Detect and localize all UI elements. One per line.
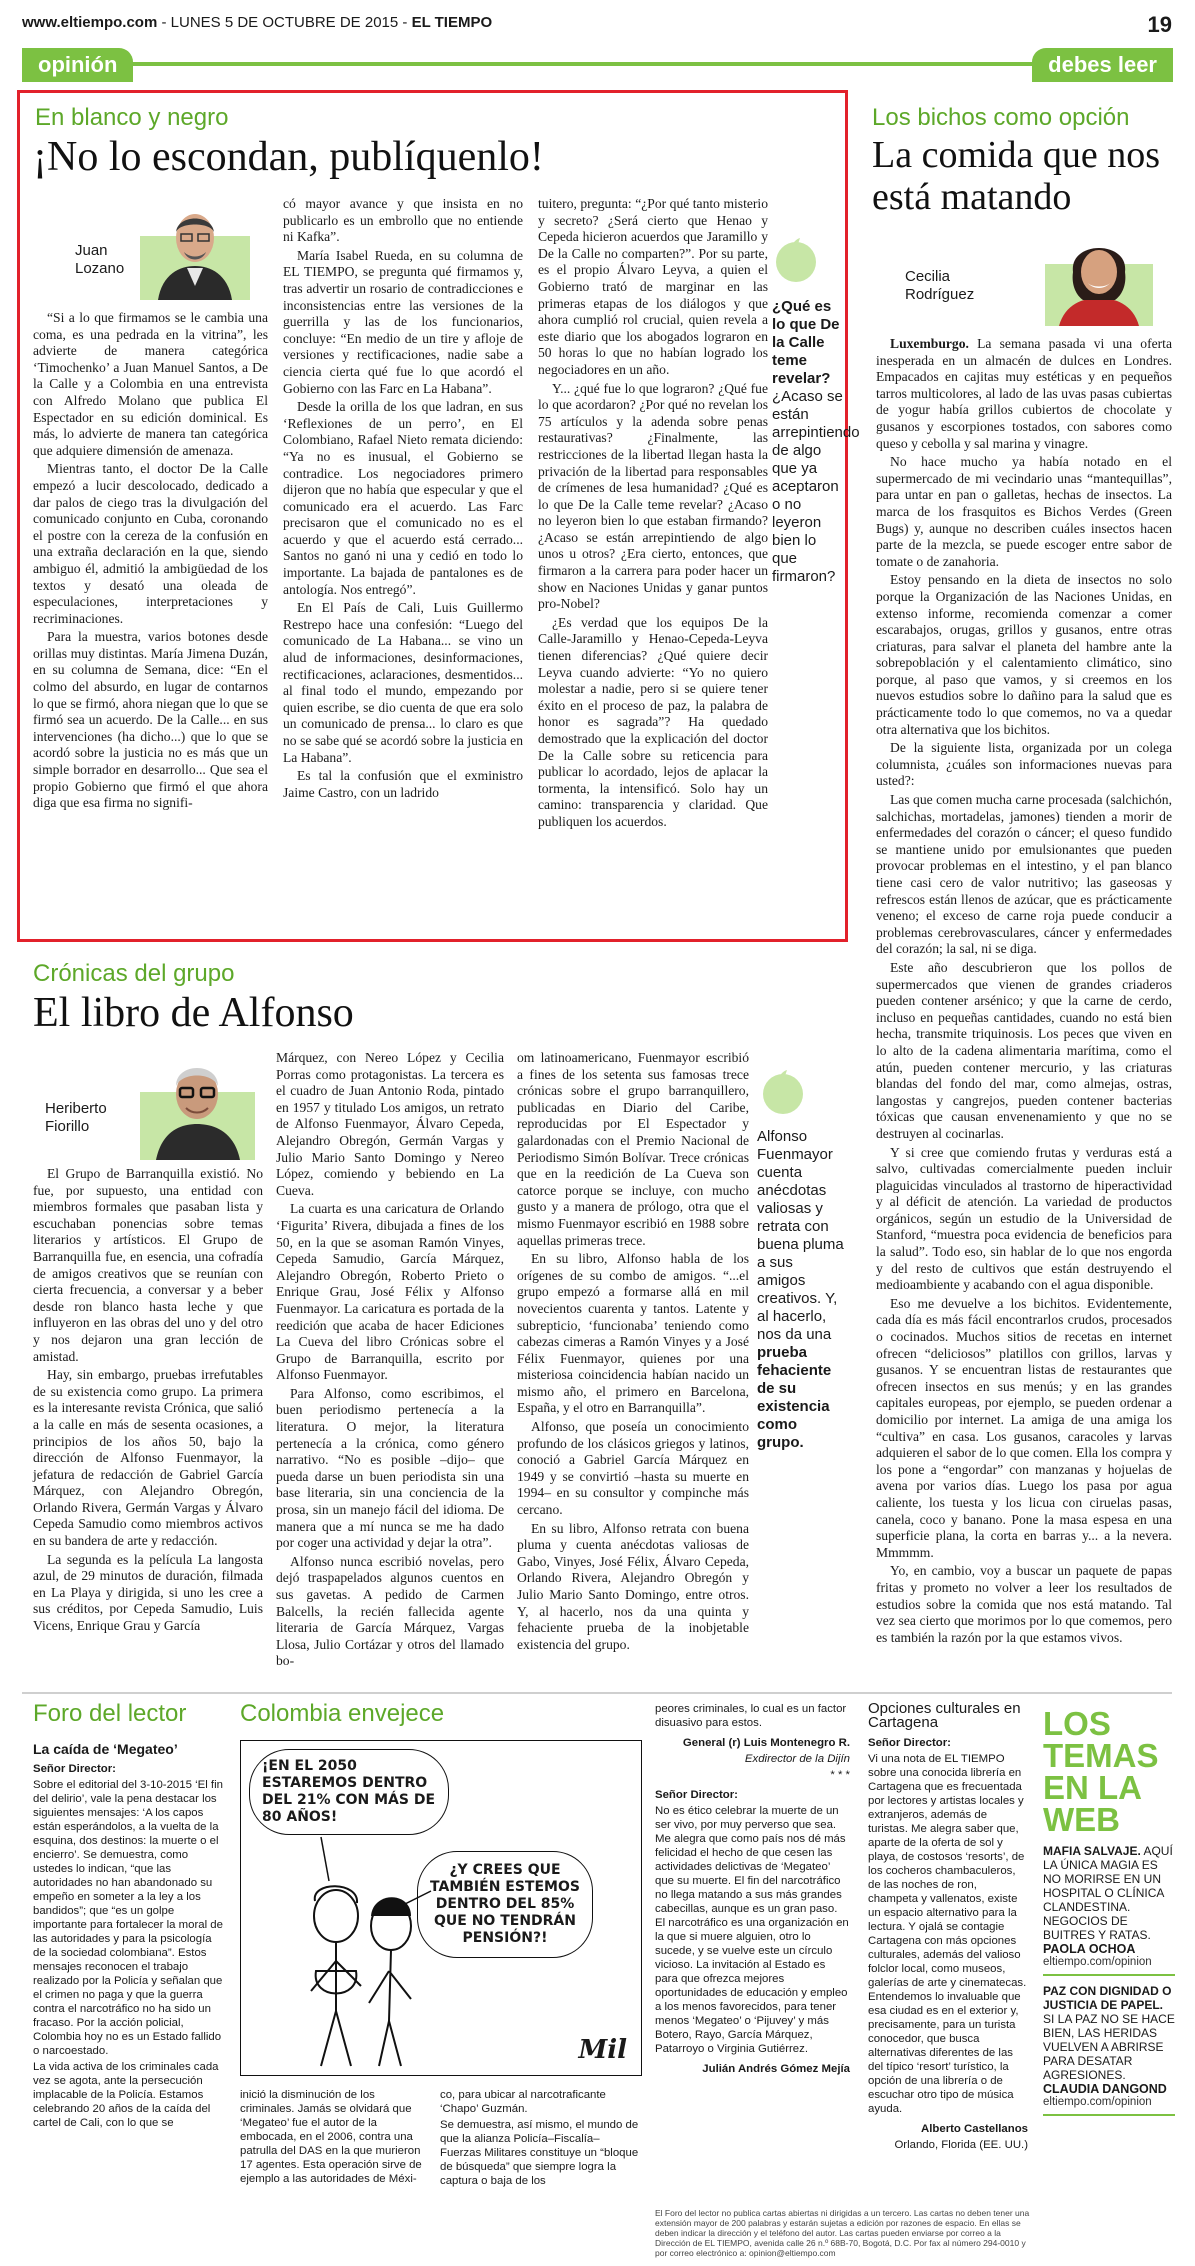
article1-column-2: [283, 196, 523, 803]
paragraph: [876, 336, 1172, 452]
paragraph: Es tal la confusión que el exministro Jaime Castro, con un ladrido: [283, 768, 523, 800]
web-topic-2[interactable]: [1043, 1984, 1175, 2082]
salutation: Señor Director:: [33, 1763, 116, 1775]
letter-1-continued: [240, 2088, 430, 2188]
section-rule: [22, 62, 1173, 66]
web-topic-1[interactable]: [1043, 1844, 1175, 1942]
paragraph: Para Alfonso, como escribimos, el buen periodismo pertenecía a la literatura. O mejor, la literatura pertenecía a la crónica, como género narrativo. “No es posible –dijo– que pueda darse un buen periodista sin una base literaria, sin una conciencia de la prosa, sin un manejo fácil del idioma. De manera que a mí nunca se me ha dado por coger una actividad y dejar la otra”.: [276, 1385, 504, 1551]
article2-column-2: [276, 1050, 504, 1672]
paragraph: ¿Es verdad que los equipos De la Calle-Jaramillo y Henao-Cepeda-Leyva tienen diferencias? ¿Qué quiere decir Leyva cuando advierte: “Yo no quiero molestar a nadie, pero si se quiere tener éxito en el proceso de paz, la palabra de honor es sagrada”? Ha quedado demostrado que la explicación del doctor De la Calle sobre su reticencia para publicar lo acordado, lejos de aplacar la tormenta, la intensificó. Solo hay un camino: transparencia y claridad. Que publiquen los acuerdos.: [538, 614, 768, 829]
paragraph: Eso me devuelve a los bichitos. Evidentemente, cada día es más fácil encontrarlos crudos, procesados o cocinados. Muchos sitios de recetas en internet ofrecen “deliciosos” platillos con grillos, larvas y gusanos. Y se encuentran listas de restaurantes que ofrecen insectos en sus menús; y en las grandes capitales europeas, por ejemplo, se pueden ordenar a domicilio por internet. La amiga de una amiga los “cultiva” en casa. Los gusanos, caracoles y larvas adquieren el sabor de lo que comen. Ella los compra y los pone a “engordar” con manzanas y hojuelas de avena por varios días. Luego los pasa por agua caliente, los tuesta y los licua con ciruelas pasas, canela, coco y banano. Pone la masa espesa en una superficie plana, la corta en barras y... a la nevera. Mmmmm.: [876, 1295, 1172, 1560]
masthead: [22, 14, 1172, 44]
submission-note: El Foro del lector no publica cartas abiertas ni dirigidas a un tercero. Las cartas no deben tener una extensión mayor de 200 palabras y estarán sujetas a edición por razones de espacio. En ellas se deben indicar la dirección y el teléfono del autor. Las cartas pueden enviarse por correo a la Dirección de EL TIEMPO, avenida calle 26 n.º 68B-70, Bogotá, D.C. Por fax al número 294-0010 y por correo electrónico a: opinion@eltiempo.com: [655, 2208, 1030, 2258]
author-last-name: Rodríguez: [905, 286, 975, 303]
article2-kicker: Crónicas del grupo: [33, 960, 235, 987]
topic-text: SI LA PAZ NO SE HACE BIEN, LAS HERIDAS VUELVEN A ABRIRSE PARA DESATAR AGRESIONES.: [1043, 2012, 1175, 2082]
date-line: - LUNES 5 DE OCTUBRE DE 2015 -: [157, 14, 412, 31]
article3-headline: La comida que nos está matando: [872, 134, 1161, 218]
paragraph: Estoy pensando en la dieta de insectos no solo porque la Organización de las Naciones Unidas, en extenso informe, recomienda comenzar a comer escarabajos, orugas, grillos y gusanos, entre otras criaturas, para salvar el planeta del hambre ante la sobrepoblación y el calentamiento climático, sino porque, al paso que vamos, y si creemos en los nuevos estudios sobre lo dañino para la salud que es prácticamente todo lo que comemos, no va a quedar otra alternativa que los bichitos.: [876, 572, 1172, 737]
foro-letter: [33, 1742, 223, 2132]
paragraph: La cuarta es una caricatura de Orlando ‘Figurita’ Rivera, dibujada a fines de los 50, en la que se asoman Ramón Vinyes, Cepeda Samudio, García Márquez, Alejandro Obregón, Roberto Prieto o Enrique Grau, José Félix y Alfonso Fuenmayor. La caricatura es portada de la reedición que acaba de hacer Ediciones La Cueva del libro Crónicas sobre el Grupo de Barranquilla, escrito por Alfonso Fuenmayor.: [276, 1201, 504, 1383]
pull-quote-bold: prueba fehaciente de su existencia como grupo.: [757, 1344, 832, 1451]
signature: Alberto Castellanos: [921, 2123, 1028, 2135]
letter-text: Sobre el editorial del 3-10-2015 ‘El fin del delirio’, vale la pena destacar los siguientes mensajes: ‘A los capos están esperándolos, a la vuelta de la esquina, dos destinos: la muerte o el encierro’. Se demuestra, como ustedes lo indican, “que las autoridades no han abandonado su empeño en someter a la ley a los bandidos”; que “es un golpe importante para fortalecer la moral de las autoridades y para la psicología de la sociedad colombiana”. Estos mensajes reconocen el trabajo realizado por la Policía y señalan que el crimen no paga y que la guerra contra el narcotráfico no ha sido un fracaso. Por la acción policial, Colombia hoy no es un Estado fallido o narcoestado.: [33, 1779, 223, 2057]
paragraph: Hay, sin embargo, pruebas irrefutables de su existencia como grupo. La primera es la interesante revista Crónica, que salió a la calle en más de sesenta ocasiones, a principios de los años 50, bajo la dirección de Alfonso Fuenmayor, la jefatura de redacción de Gabriel García Márquez, con Alejandro Obregón, Orlando Rivera, Germán Vargas y Álvaro Cepeda Samudio como miembros activos en su bandera de arte y redacción.: [33, 1367, 263, 1549]
pull-quote-text: Alfonso Fuenmayor cuenta anécdotas valiosas y retrata con buena pluma a sus amigos creativos. Y, al hacerlo, nos da una: [757, 1128, 844, 1343]
letter-text: Se demuestra, así mismo, el mundo de que la alianza Policía–Fiscalía–Fuerzas Militares constituye un “bloque de búsqueda” que siempre logra la captura o baja de los: [440, 2119, 639, 2187]
foro-kicker: Foro del lector: [33, 1700, 187, 1727]
paragraph: “Si a lo que firmamos se le cambia una coma, es una pedrada en la vitrina”, les advierte de manera categórica ‘Timochenko’ a Juan Manuel Santos, a De la Calle y a Colombia en una entrevista con Alfredo Molano que publica El Espectador en su edición dominical. Es más, lo advierte de manera tan categórica que adquiere dimensión de amenaza.: [33, 310, 268, 458]
paragraph: Las que comen mucha carne procesada (salchichón, salchichas, mortadelas, jamones) tienden a morir de enfermedades del corazón o cáncer; el queso fundido se mantiene unido por emulsionantes que pueden provocar problemas en el intestino, y el pan blanco tiene casi cero de valor nutritivo; las gaseosas y refrescos están llenos de azúcar, que es prácticamente veneno; el exceso de carne roja puede conducir a problemas cerebrovasculares, cáncer y enfermedades del corazón; la sal, ni se diga.: [876, 792, 1172, 957]
author-first-name: Heriberto: [45, 1100, 107, 1117]
paragraph: Y... ¿qué fue lo que lograron? ¿Qué fue lo que acordaron? ¿Por qué no revelan los 75 artículos y la adenda sobre penas restaurativas? ¿Finalmente, las restricciones de la libertad llegan hasta la privación de la libertad para responsables de crímenes de lesa humanidad? ¿Qué es lo que De la Calle teme revelar? ¿Acaso no leyeron bien lo que estaban firmando? ¿Acaso se están arrepintiendo de algo unos u otros? ¿Era cierto, entonces, que firmaron a la carrera para poder hacer un show en Naciones Unidas y ganar puntos pro-Nobel?: [538, 380, 768, 612]
opciones-title: Opciones culturales en Cartagena: [868, 1700, 1021, 1731]
article3-body: [876, 336, 1172, 1648]
letter-text: peores criminales, lo cual es un factor disuasivo para estos.: [655, 1703, 847, 1729]
section-band: [0, 48, 1195, 82]
paragraph: om latinoamericano, Fuenmayor escribió a fines de los setenta sus famosas trece crónicas sobre el grupo barranquillero, publicadas en Diario del Caribe, reproducidas por El Espectador y galardonadas con el Premio Nacional de Periodismo Simón Bolívar. Trece crónicas que en la reedición de La Cueva son catorce porque se incluye, con mucho gusto y a manera de prólogo, otra que el mismo Fuenmayor escribió en 1988 sobre aquellas primeras trece.: [517, 1050, 749, 1248]
article3-author: [905, 268, 974, 304]
paragraph: Mientras tanto, el doctor De la Calle empezó a lucir descolocado, dedicado a dar palos de ciego tras la divulgación del comunicado conjunto en Cuba, coronando el postre con la cereza de la confusión en una extraña declaración en la que, siendo ambiguo él, admitió la ambigüedad de los textos y desató una oleada de especulaciones, interpretaciones y recriminaciones.: [33, 461, 268, 626]
letter-text: inició la disminución de los criminales. Jamás se olvidará que ‘Megateo’ fue el autor de la embocada, en el 2006, contra una patrulla del DAS en la que murieron 17 agentes. Esta operación sirve de ejemplo a las autoridades de Méxi-: [240, 2089, 422, 2185]
topic-text: AQUÍ LA ÚNICA MAGIA ES NO MORIRSE EN UN HOSPITAL O CLÍNICA CLANDESTINA. NEGOCIOS DE BUITRES Y RATAS.: [1043, 1844, 1173, 1942]
topic-author: PAOLA OCHOA: [1043, 1942, 1136, 1956]
paragraph: De la siguiente lista, organizada por un colega columnista, ¿cuáles son informaciones nuevas para usted?:: [876, 740, 1172, 789]
article2-column-3: [517, 1050, 749, 1655]
cartoonist-signature: Mil: [578, 2035, 627, 2065]
paragraph: Desde la orilla de los que ladran, en sus ‘Reflexiones de un perro’, en El Colombiano, Rafael Nieto remata diciendo: “Ya no es inusual, el Gobierno se contradice. Los negociadores primero dijeron que no había que especular y que el comunicado era el acuerdo. Las Farc precisaron que el comunicado no es el acuerdo y que el acuerdo está cerrado... Santos no ganó ni una y cedió en todo lo importante. La bajada de pantalones es de antología. Nos entregó”.: [283, 399, 523, 597]
letter-text: co, para ubicar al narcotraficante ‘Chapo’ Guzmán.: [440, 2089, 606, 2115]
pull-quote-bold: ¿Qué es lo que De la Calle teme revelar?: [772, 298, 840, 387]
paragraph: En su libro, Alfonso retrata con buena pluma y cuenta anécdotas valiosas de Gabo, Vinyes, José Félix, Álvaro Cepeda, Orlando Rivera, Alejandro Obregón y Julio Mario Santo Domingo, entre otros. Y, al hacerlo, nos da una quinta y fehaciente prueba de la inobjetable existencia del grupo.: [517, 1520, 749, 1652]
topic-headline: MAFIA SALVAJE.: [1043, 1844, 1141, 1858]
section-tab-debes-leer: debes leer: [1032, 48, 1173, 82]
letter-1-end-and-letter-2: [655, 1702, 850, 2078]
separator-stars: * * *: [830, 1769, 850, 1781]
opciones-letter: [868, 1702, 1028, 2154]
footer-divider: [22, 1692, 1172, 1694]
article2-pull-quote: [757, 1128, 845, 1452]
author-first-name: Juan: [75, 242, 108, 259]
article3-kicker: Los bichos como opción: [872, 104, 1130, 131]
signature-place: Orlando, Florida (EE. UU.): [894, 2139, 1028, 2151]
author-photo-juan-lozano: [140, 196, 250, 300]
article2-author: [45, 1100, 107, 1136]
paragraph: No hace mucho ya había notado en el supermercado de mi vecindario unas “mantequillas”, para untar en pan o galletas, hechas de insectos. La marca de los frasquitos es Bichos Verdes (Green Bugs) y, aunque no describen cuáles insectos hacen parte de la mezcla, se puede escoger entre sabor de tomate o de zanahoria.: [876, 454, 1172, 569]
author-last-name: Fiorillo: [45, 1118, 90, 1135]
topic-link[interactable]: eltiempo.com/opinion: [1043, 1956, 1175, 1976]
paragraph: Este año descubrieron que los pollos de supermercados que vienen de grandes criaderos pueden contener arsénico; y que la carne de cerdo, incluso en pequeñas cantidades, cuando no está bien hecha, transmite triquinosis. Los peces que viven en lo alto de la cadena alimentaria marítima, como el atún, pueden contener mercurio, y las criaturas blandas del fondo del mar, como almejas, ostras, langostas y cangrejos, pueden contener bacterias tóxicas que causan envenenamiento y que no se destruyen al cocinarlas.: [876, 959, 1172, 1141]
letter-1-continued-2: [440, 2088, 640, 2190]
foro-title: La caída de ‘Megateo’: [33, 1741, 178, 1757]
site-url[interactable]: www.eltiempo.com: [22, 14, 158, 31]
speech-bubble-2: ¿Y CREES QUE TAMBIÉN ESTEMOS DENTRO DEL 85% QUE NO TENDRÁN PENSIÓN?!: [417, 1851, 593, 1958]
cartoon-panel: [240, 1740, 642, 2076]
article2-headline: El libro de Alfonso: [33, 990, 354, 1036]
paragraph: Alfonso, que poseía un conocimiento profundo de los clásicos griegos y latinos, conoció a Gabriel García Márquez en 1949 y se convirtió –hasta su muerte en 1994– en su consultor y compinche más cercano.: [517, 1419, 749, 1518]
letter-text: Vi una nota de EL TIEMPO sobre una conocida librería en Cartagena que es frecuentada por lectores y artistas locales y extranjeros, además de turistas. Me alegra saber que, aparte de la oferta de sol y playa, de costosos ‘resorts’, de los cocheros chambaculeros, de las noches de ron, champeta y vallenatos, existe un espacio alternativo para la lectura. Y ojalá se contagie Cartagena con más opciones culturales, además del valioso folclor local, como museos, galerías de arte y cinematecas. Entendemos lo invaluable que esa ciudad es en el exterior y, precisamente, para un turista conocedor, que busca alternativas diferentes de las del típico ‘resort’ turístico, la opción de una librería o de escuchar otro tipo de música ayuda.: [868, 1753, 1027, 2115]
article1-pull-quote: [772, 298, 860, 586]
author-last-name: Lozano: [75, 260, 125, 277]
paragraph: Para la muestra, varios botones desde orillas muy distintas. María Jimena Duzán, en su columna de Semana, dice: “En el colmo del absurdo, en lugar de contarnos lo que se firmó, ahora niegan que lo que se firmó sea un acuerdo. De la Calle... en sus intervenciones (ha dicho...) que lo que se acordó sobre la justicia no es más que un simple borrador en desarrollo... Que sea el propio Gobierno que firmó el que ahora diga que esa firma no signifi-: [33, 629, 268, 811]
article1-kicker: En blanco y negro: [35, 104, 229, 131]
signature: General (r) Luis Montenegro R.: [682, 1737, 850, 1749]
article1-author: [75, 242, 124, 278]
paragraph: En El País de Cali, Luis Guillermo Restrepo hace una confesión: “Luego del comunicado de La Habana... se vino un alud de informaciones, desinformaciones, rectificaciones, aclaraciones, desmentidos... al final todo el mundo, empezando por quien escribe, se dio cuenta de que era solo un comunicado de prensa... lo claro es que no se sabe qué se acordó sobre la justicia en La Habana”.: [283, 600, 523, 765]
paragraph: Yo, en cambio, voy a buscar un paquete de papas fritas y prometo no volver a leer los resultados de estudios sobre la comida que nos está matando. Tal vez sea cierto que morimos por lo que comemos, pero es también la razón por la que estamos vivos.: [876, 1563, 1172, 1645]
topic-link[interactable]: eltiempo.com/opinion: [1043, 2096, 1175, 2116]
speech-bubble-1: ¡EN EL 2050 ESTAREMOS DENTRO DEL 21% CON MÁS DE 80 AÑOS!: [249, 1749, 449, 1835]
web-topics-box: [1043, 1705, 1175, 2116]
paragraph: có mayor avance y que insista en no publicarlo es un embrollo que no entiende ni Kafka”.: [283, 196, 523, 245]
paragraph: María Isabel Rueda, en su columna de EL TIEMPO, se pregunta qué firmamos y, tras advertir un rosario de contradicciones e inconsistencias entre las versiones de la guerrilla y las de los funcionarios, concluye: “En medio de un tire y afloje de versiones y rectificaciones, nadie sabe a ciencia cierta qué fue lo que acordó el Gobierno con las Farc en La Habana”.: [283, 247, 523, 396]
author-photo-cecilia-rodriguez: [1045, 226, 1153, 326]
paper-name: EL TIEMPO: [411, 14, 493, 31]
signature-title: Exdirector de la Dijín: [744, 1753, 850, 1765]
author-first-name: Cecilia: [905, 268, 951, 285]
quote-mark-icon: [768, 228, 824, 284]
salutation: Señor Director:: [655, 1789, 738, 1801]
paragraph: Márquez, con Nereo López y Cecilia Porras como protagonistas. La tercera es el cuadro de Juan Antonio Roda, pintado en 1957 y titulado Los amigos, un retrato de Alfonso Fuenmayor, Álvaro Cepeda, Alejandro Obregón, Germán Vargas y Julio Mario Santo Domingo y Nereo López, comiendo y bebiendo en La Cueva.: [276, 1050, 504, 1198]
paragraph-text: La semana pasada vi una oferta inesperada en un almacén de dulces en Londres. Empacados en cajitas muy estéticas y en pequeños tarros multicolores, al lado de las uvas pasas cubiertas de yogur había grillos cubiertos de chocolate y gusanos y escorpiones tostados, con sabores como queso y cebolla y sal marina y vinagre.: [876, 336, 1172, 451]
signature: Julián Andrés Gómez Mejía: [702, 2063, 850, 2075]
paragraph: El Grupo de Barranquilla existió. No fue, por supuesto, una entidad con miembros formales que pasaban lista y escuchaban ponencias sobre temas literarios y artísticos. El Grupo de Barranquilla fue, en esencia, una cofradía de amigos creativos que se reunían con cierta frecuencia, a conversar y a beber desde ron blanco hasta leche y que influyeron en las obras del uno y del otro y nos dejaron una gran lección de amistad.: [33, 1166, 263, 1364]
cartoon-kicker: Colombia envejece: [240, 1700, 445, 1727]
letter-text: La vida activa de los criminales cada vez se agota, ante la persecución implacable de la Policía. Estamos celebrando 20 años de la caída del cartel de Cali, con lo que se: [33, 2061, 219, 2129]
article1-column-3: [538, 196, 768, 833]
article1-headline: ¡No lo escondan, publíquenlo!: [33, 134, 544, 180]
section-tab-opinion: opinión: [22, 48, 133, 82]
pull-quote-text: ¿Acaso se están arrepintiendo de algo que ya aceptaron o no leyeron bien lo que firmaron?: [772, 388, 860, 585]
paragraph: En su libro, Alfonso habla de los orígenes de su combo de amigos. “...el grupo empezó a formarse allá en mil novecientos cuarenta y tantos. Latente y subrepticio, ‘funcionaba’ teniendo como cabezas cimeras a Ramón Vinyes y a José Félix Fuenmayor, quienes por una misteriosa coincidencia habían nacido un mismo año, el primero en Barcelona, España, y el otro en Barranquilla”.: [517, 1251, 749, 1416]
paragraph: Y si cree que comiendo frutas y verduras está a salvo, cultivadas comercialmente pueden incluir plaguicidas vinculados al trastorno de hiperactividad y al déficit de atención. La variedad de productos orgánicos, según un estudio de la Universidad de Stanford, “muestra poca evidencia de beneficios para la salud”. Todo eso, sin hablar de lo que nos engorda y del resto de cultivos que están destruyendo el medioambiente y acabando con el agua disponible.: [876, 1144, 1172, 1293]
dateline: Luxemburgo.: [890, 336, 969, 351]
web-topics-heading: LOS TEMAS EN LA WEB: [1043, 1705, 1159, 1838]
cartoon-drawing: [241, 1741, 641, 2075]
article1-column-1: [33, 310, 268, 814]
salutation: Señor Director:: [868, 1737, 951, 1749]
topic-author: CLAUDIA DANGOND: [1043, 2082, 1167, 2096]
article2-column-1: [33, 1166, 263, 1637]
letter-text: No es ético celebrar la muerte de un ser vivo, por muy perverso que sea. Me alegra que como país nos dé más felicidad el hecho de que cesen las actividades delictivas de ‘Megateo’ que su muerte. El fin del narcotráfico no llega matando a sus más grandes cabecillas, aunque es un gran paso. El narcotráfico es una organización en la que si muere alguien, otro lo sucede, y se vuelve este un círculo vicioso. La invitación al Estado es para que ofrezca mejores oportunidades de educación y empleo a los menos favorecidos, para tener menos ‘Megateo’ o ‘Pijuvey’ y más Botero, Rayo, García Márquez, Patarroyo o Virginia Gutiérrez.: [655, 1805, 849, 2055]
paragraph: Alfonso nunca escribió novelas, pero dejó traspapelados algunos cuentos en sus gavetas. A pedido de Carmen Balcells, la recién fallecida agente literaria de García Márquez, Vargas Llosa, Julio Cortázar y otros del llamado bo-: [276, 1553, 504, 1669]
quote-mark-icon: [755, 1060, 811, 1116]
paragraph: tuitero, pregunta: “¿Por qué tanto misterio y secreto? ¿Será cierto que Henao y Cepeda hicieron acuerdos que Jaramillo y De la Calle no comparten?”. Por su parte, es el propio Álvaro Leyva, a quien el Gobierno trató de marginar en las primeras etapas de los diálogos y que ahora cumplió rol crucial, quien revela a este diario que los abogados lograron en 50 horas lo que no habían logrado los negociadores en un año.: [538, 196, 768, 377]
author-photo-heriberto-fiorillo: [140, 1050, 255, 1160]
paragraph: La segunda es la película La langosta azul, de 29 minutos de duración, filmada en La Playa y dirigida, si uno les cree a sus créditos, por Cepeda Samudio, Luis Vicens, Enrique Grau y García: [33, 1551, 263, 1634]
page-number: 19: [1147, 12, 1172, 37]
topic-headline: PAZ CON DIGNIDAD O JUSTICIA DE PAPEL.: [1043, 1984, 1172, 2012]
